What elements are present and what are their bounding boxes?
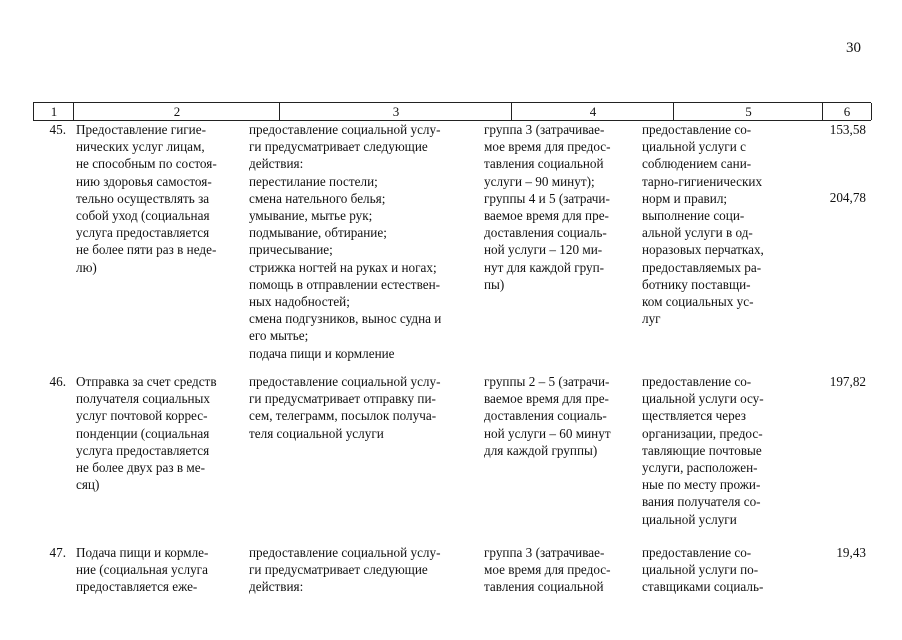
row-number: 47. <box>49 545 66 560</box>
service-name: Предоставление гигие- нических услуг лицам, не способным по состоя- нию здоровья самостоя- тельно осуществлять за собой уход (социальная услуга предоставляется не более пяти раз в неде- лю) <box>76 122 217 275</box>
header-col-3: 3 <box>279 103 512 120</box>
service-content: предоставление социальной услу- ги предусматривает следующие действия: перестилание постели; смена нательного белья; умывание, мытье рук; подмывание, обтирание; причесывание; стрижка ногтей на руках и ногах; помощь в отправлении естествен- ных надобностей; смена подгузников, вынос судна и его мытье; подача пищи и кормление <box>249 122 442 361</box>
service-content: предоставление социальной услу- ги предусматривает отправку пи- сем, телеграмм, посылок получа- теля социальной услуги <box>249 374 441 441</box>
service-groups: группа 3 (затрачивае- мое время для предос- тавления социальной услуги – 90 минут); группы 4 и 5 (затрачи- ваемое время для пре- доставления социаль- ной услуги – 120 ми- нут для каждой груп- пы) <box>484 122 611 292</box>
header-col-1: 1 <box>33 103 74 120</box>
service-price: 197,82 <box>829 374 866 389</box>
table-header <box>33 102 871 121</box>
table-row <box>0 373 902 533</box>
service-price: 153,58 <box>829 122 866 137</box>
service-content: предоставление социальной услу- ги предусматривает следующие действия: <box>249 545 441 595</box>
service-conditions: предоставление со- циальной услуги осу- ществляется через организации, предос- тавляющие почтовые услуги, расположен- ные по месту прожи- вания получателя со- циальной услуги <box>642 374 764 527</box>
row-number: 46. <box>49 374 66 389</box>
header-col-6: 6 <box>822 103 872 120</box>
header-col-4: 4 <box>511 103 674 120</box>
service-conditions: предоставление со- циальной услуги по- ставщиками социаль- <box>642 545 764 595</box>
service-conditions: предоставление со- циальной услуги с соблюдением сани- тарно-гигиенических норм и правил; выполнение соци- альной услуги в од- норазовых перчатках, предоставляемых ра- ботнику поставщи- ком социальных ус- луг <box>642 122 764 327</box>
table-row <box>0 121 902 361</box>
service-name: Подача пищи и кормле- ние (социальная услуга предоставляется еже- <box>76 545 209 595</box>
page-number: 30 <box>846 40 861 56</box>
service-price: 19,43 <box>836 545 866 560</box>
service-price-secondary: 204,78 <box>829 190 866 205</box>
service-groups: группы 2 – 5 (затрачи- ваемое время для пре- доставления социаль- ной услуги – 60 минут для каждой группы) <box>484 374 611 458</box>
table-row <box>0 544 902 604</box>
header-col-5: 5 <box>673 103 823 120</box>
service-name: Отправка за счет средств получателя социальных услуг почтовой коррес- понденции (социальная услуга предоставляется не более двух раз в ме- сяц) <box>76 374 217 493</box>
service-groups: группа 3 (затрачивае- мое время для предос- тавления социальной <box>484 545 611 595</box>
header-col-2: 2 <box>73 103 280 120</box>
row-number: 45. <box>49 122 66 137</box>
